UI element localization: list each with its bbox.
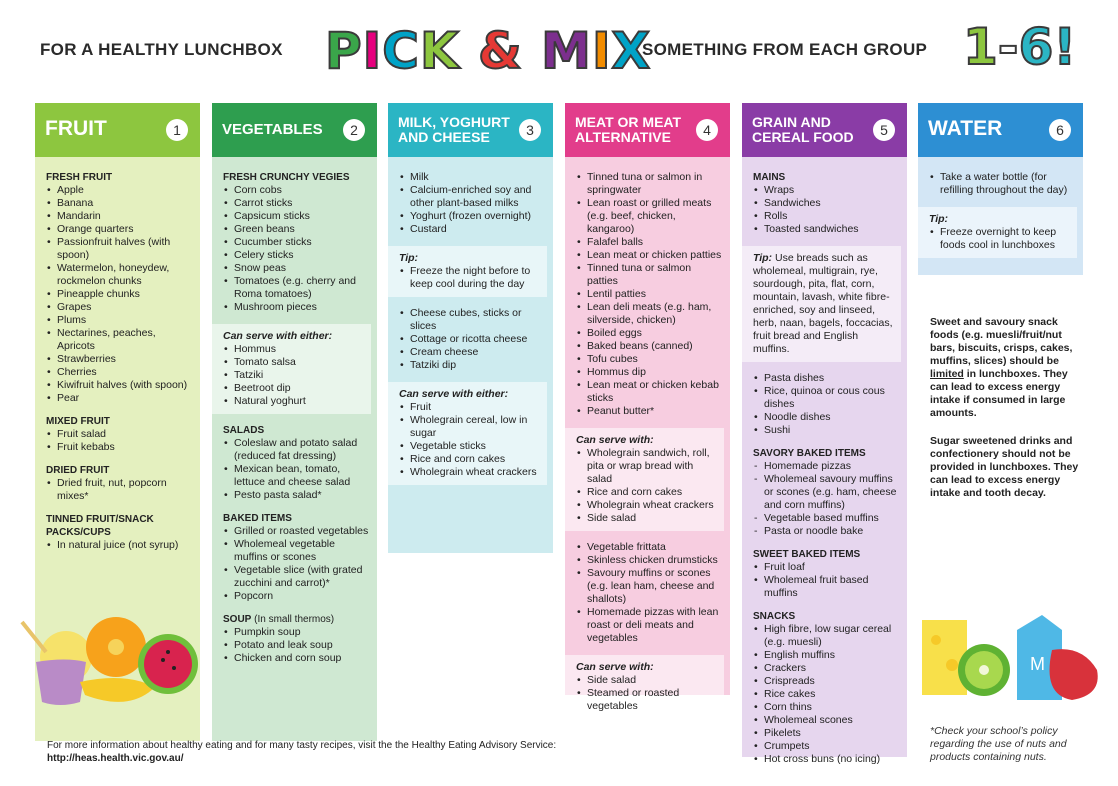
group-number-badge: 6 [1049,119,1071,141]
food-item: • Fruit salad [46,428,194,441]
column-title: MEAT OR MEAT ALTERNATIVE [575,114,682,145]
food-item: • Side salad [576,512,718,525]
snack-note: Sweet and savoury snack foods (e.g. muesli/fruit/nut bars, biscuits, crisps, cakes, muffins, slices) should be limited in lunchboxes. They can lead to excess energy intake if consumed in large amounts. [930,316,1073,419]
food-item: • Pear [46,392,194,405]
food-item: • Coleslaw and potato salad (reduced fat dressing) [223,437,371,463]
column-header [35,103,200,157]
food-item: • Dried fruit, nut, popcorn mixes* [46,477,194,503]
food-item: • Snow peas [223,262,371,275]
logo-letter [523,22,541,80]
food-item: • Rice and corn cakes [399,453,541,466]
column-header [212,103,377,157]
group-number-badge: 3 [519,119,541,141]
food-group-column [742,103,907,765]
footer-link[interactable]: http://heas.health.vic.gov.au/ [47,753,184,764]
food-item: • Custard [399,223,547,236]
column-header [918,103,1083,157]
header-left-text: FOR A HEALTHY LUNCHBOX [40,40,283,59]
food-item: • Fruit [399,401,541,414]
food-item: • Watermelon, honeydew, rockmelon chunks [46,262,194,288]
group-number-badge: 1 [166,119,188,141]
food-item: • Natural yoghurt [223,395,365,408]
food-item: • Rice cakes [753,688,901,701]
food-item: • Tomato salsa [223,356,365,369]
food-item: • Freeze overnight to keep foods cool in lunchboxes [929,226,1071,252]
column-header [742,103,907,157]
section-heading: SNACKS [753,611,796,622]
food-group-column [918,103,1083,275]
food-item: • Homemade pizzas with lean roast or deli meats and vegetables [576,606,724,645]
food-item: • In natural juice (not syrup) [46,539,194,552]
food-item: • English muffins [753,649,901,662]
food-item: • Green beans [223,223,371,236]
tip-box: Tip: Use breads such as wholemeal, multigrain, rye, sourdough, pita, flat, corn, mountain, lavash, white fibre-enriched, soy and linseed, herb, naan, bagels, foccacias, fruit bread and English muffins. [742,246,901,362]
food-item: • Falafel balls [576,236,724,249]
tip-box: Can serve with either: • Hommus • Tomato salsa • Tatziki • Beetroot dip • Natural yoghurt [212,324,371,414]
food-item: • Wholemeal scones [753,714,901,727]
column-title: FRUIT [45,117,107,140]
food-item: • Crumpets [753,740,901,753]
food-item: • Wholegrain wheat crackers [399,466,541,479]
section-heading: FRESH FRUIT [46,172,113,183]
food-item: • Apple [46,184,194,197]
food-item: • Skinless chicken drumsticks [576,554,724,567]
logo-letter: X [611,22,652,80]
logo-letter: M [541,22,592,80]
group-number-badge: 2 [343,119,365,141]
food-item: • Plums [46,314,194,327]
food-item: • Orange quarters [46,223,194,236]
food-item: • Cream cheese [399,346,547,359]
food-item: • Mexican bean, tomato, lettuce and cheese salad [223,463,371,489]
food-item: • Potato and leak soup [223,639,371,652]
food-item: - Homemade pizzas [753,460,901,473]
column-title: VEGETABLES [222,121,323,138]
tip-box: Can serve with: • Wholegrain sandwich, roll, pita or wrap bread with salad • Rice and corn cakes • Wholegrain wheat crackers • Side salad [565,428,724,531]
tip-box: Tip: • Freeze the night before to keep cool during the day [388,246,547,297]
food-group-column [565,103,730,712]
food-item: • Take a water bottle (for refilling throughout the day) [929,171,1077,197]
tip-box: Can serve with: • Side salad • Steamed or roasted vegetables [565,655,724,719]
logo-letter: P [325,22,363,80]
food-item: • Hot cross buns (no icing) [753,753,901,766]
logo-letter: K [419,22,460,80]
food-item: • Side salad [576,674,718,687]
food-item: • Crispreads [753,675,901,688]
section-heading: TINNED FRUIT/SNACK PACKS/CUPS [46,514,154,538]
food-item: • Cheese cubes, sticks or slices [399,307,547,333]
header-right-text: SOMETHING FROM EACH GROUP [642,40,928,59]
food-item: • Noodle dishes [753,411,901,424]
food-item: • Baked beans (canned) [576,340,724,353]
food-item: - Wholemeal savoury muffins or scones (e.g. ham, cheese and corn muffins) [753,473,901,512]
food-item: • Cucumber sticks [223,236,371,249]
section-heading: SOUP (In small thermos) [223,614,335,625]
svg-text:M: M [1030,654,1045,674]
food-illustration-right [922,610,1102,710]
fruit-illustration [18,612,188,712]
food-item: • Passionfruit halves (with spoon) [46,236,194,262]
food-item: • Wholemeal fruit based muffins [753,574,901,600]
food-item: • Capsicum sticks [223,210,371,223]
food-item: • Boiled eggs [576,327,724,340]
food-item: • Corn thins [753,701,901,714]
food-item: • Vegetable sticks [399,440,541,453]
food-item: • Calcium-enriched soy and other plant-based milks [399,184,547,210]
food-item: - Pasta or noodle bake [753,525,901,538]
food-item: • Banana [46,197,194,210]
food-item: • Tatziki [223,369,365,382]
logo-letter [460,22,478,80]
food-item: • Tinned tuna or salmon in springwater [576,171,724,197]
food-item: • Pasta dishes [753,372,901,385]
food-item: • Lean meat or chicken kebab sticks [576,379,724,405]
food-item: • Chicken and corn soup [223,652,371,665]
food-item: • Cherries [46,366,194,379]
tip-box: Can serve with either: • Fruit • Wholegrain cereal, low in sugar • Vegetable sticks • Rice and corn cakes • Wholegrain wheat crackers [388,382,547,485]
food-item: • Grapes [46,301,194,314]
food-item: • Lean roast or grilled meats (e.g. beef, chicken, kangaroo) [576,197,724,236]
section-heading: FRESH CRUNCHY VEGIES [223,172,350,183]
section-heading: SWEET BAKED ITEMS [753,549,861,560]
food-item: • Corn cobs [223,184,371,197]
food-item: • Beetroot dip [223,382,365,395]
food-item: • High fibre, low sugar cereal (e.g. muesli) [753,623,901,649]
food-item: • Tofu cubes [576,353,724,366]
food-item: • Pumpkin soup [223,626,371,639]
footer-text: For more information about healthy eating and for many tasty recipes, visit the the Healthy Eating Advisory Service: [47,740,557,751]
tip-box: Tip: • Freeze overnight to keep foods cool in lunchboxes [918,207,1077,258]
food-item: • Sandwiches [753,197,901,210]
food-item: • Lean meat or chicken patties [576,249,724,262]
column-title: GRAIN AND CEREAL FOOD [752,114,854,145]
food-item: • Milk [399,171,547,184]
food-item: • Fruit kebabs [46,441,194,454]
section-heading: MIXED FRUIT [46,416,110,427]
food-item: • Crackers [753,662,901,675]
logo-letter: & [478,22,523,80]
food-item: • Hommus dip [576,366,724,379]
food-item: • Vegetable frittata [576,541,724,554]
food-item: • Lentil patties [576,288,724,301]
food-item: • Celery sticks [223,249,371,262]
food-item: • Lean deli meats (e.g. ham, silverside, chicken) [576,301,724,327]
food-item: • Wholegrain wheat crackers [576,499,718,512]
food-item: • Grilled or roasted vegetables [223,525,371,538]
food-item: • Peanut butter* [576,405,724,418]
food-item: • Wholegrain cereal, low in sugar [399,414,541,440]
food-item: • Cottage or ricotta cheese [399,333,547,346]
food-item: • Kiwifruit halves (with spoon) [46,379,194,392]
nut-policy-note: *Check your school’s policy regarding the use of nuts and products containing nuts. [930,725,1067,763]
food-group-column [212,103,377,741]
food-item: • Mandarin [46,210,194,223]
food-item: • Vegetable slice (with grated zucchini and carrot)* [223,564,371,590]
food-item: • Popcorn [223,590,371,603]
pick-and-mix-logo [325,22,651,80]
column-title: MILK, YOGHURT AND CHEESE [398,114,510,145]
logo-letter: I [362,22,383,80]
food-item: • Sushi [753,424,901,437]
logo-letter: C [382,22,420,80]
food-item: • Rolls [753,210,901,223]
food-item: • Carrot sticks [223,197,371,210]
food-item: • Fruit loaf [753,561,901,574]
food-item: • Nectarines, peaches, Apricots [46,327,194,353]
food-item: • Rice and corn cakes [576,486,718,499]
section-heading: MAINS [753,172,786,183]
food-group-column [388,103,553,553]
food-item: • Pineapple chunks [46,288,194,301]
food-item: • Savoury muffins or scones (e.g. lean ham, cheese and shallots) [576,567,724,606]
section-heading: BAKED ITEMS [223,513,292,524]
section-heading: DRIED FRUIT [46,465,110,476]
sugar-note: Sugar sweetened drinks and confectionery should not be provided in lunchboxes. They can lead to excess energy intake and tooth decay. [930,435,1079,499]
food-item: • Wholegrain sandwich, roll, pita or wrap bread with salad [576,447,718,486]
food-item: • Strawberries [46,353,194,366]
column-header [565,103,730,157]
food-item: • Steamed or roasted vegetables [576,687,718,713]
logo-letter: I [591,22,612,80]
food-item: • Wholemeal vegetable muffins or scones [223,538,371,564]
food-item: • Rice, quinoa or cous cous dishes [753,385,901,411]
section-heading: SAVORY BAKED ITEMS [753,448,866,459]
group-number-badge: 4 [696,119,718,141]
food-item: • Toasted sandwiches [753,223,901,236]
column-title: WATER [928,117,1003,140]
food-item: • Tatziki dip [399,359,547,372]
food-item: • Wraps [753,184,901,197]
column-header [388,103,553,157]
food-item: • Yoghurt (frozen overnight) [399,210,547,223]
footer [47,739,556,765]
food-item: • Pesto pasta salad* [223,489,371,502]
group-number-badge: 5 [873,119,895,141]
food-item: • Tomatoes (e.g. cherry and Roma tomatoes) [223,275,371,301]
food-item: • Mushroom pieces [223,301,371,314]
section-heading: SALADS [223,425,265,436]
food-item: • Freeze the night before to keep cool during the day [399,265,541,291]
food-item: • Tinned tuna or salmon patties [576,262,724,288]
food-item: • Hommus [223,343,365,356]
food-item: • Pikelets [753,727,901,740]
group-badge: 1-6! [963,18,1077,76]
food-item: - Vegetable based muffins [753,512,901,525]
